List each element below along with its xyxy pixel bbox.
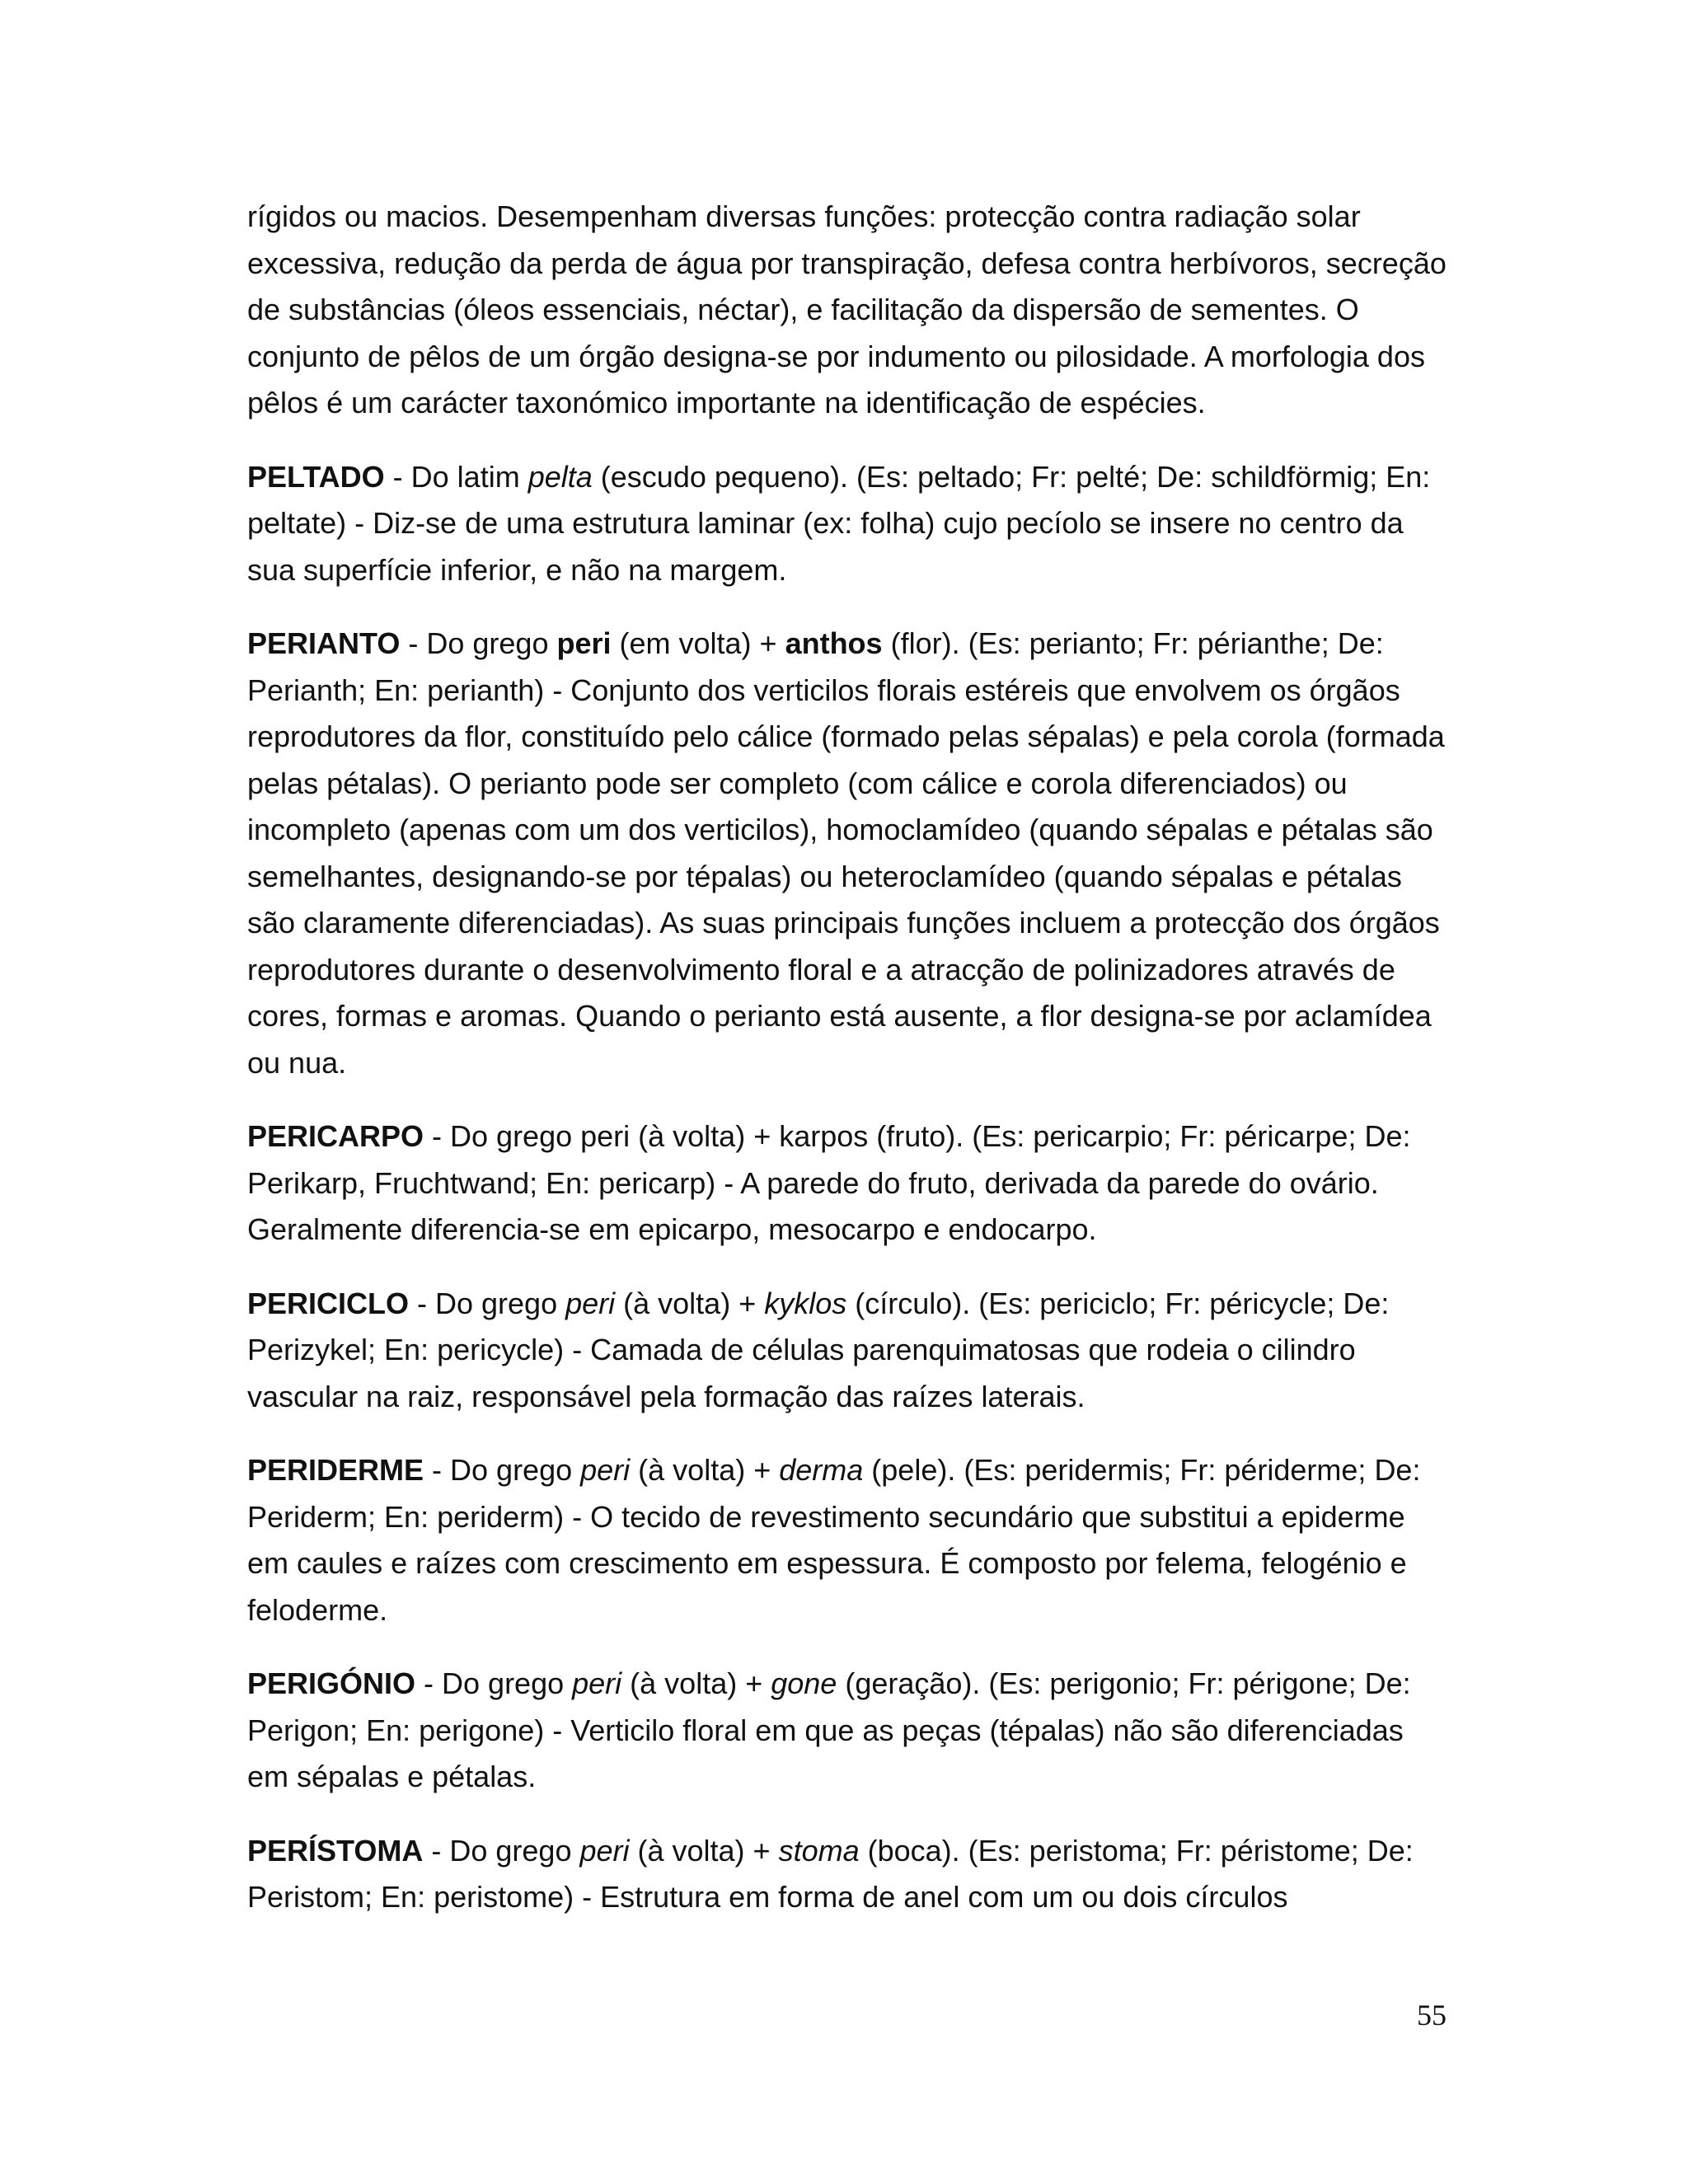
entry-text: - Do grego [400,626,557,660]
etymology-word: anthos [785,626,883,660]
entry-text: (geração). (Es: perigonio; Fr: périgone; De: Perigon; En: perigone) - Verticilo floral em que as peças (tépalas) não são diferenciadas em sépalas e pétalas. [247,1666,1411,1793]
entry-peltado [247,454,1447,594]
entry-term: PERICARPO [247,1119,424,1153]
entry-text: - Do grego [409,1286,566,1320]
etymology-word: kyklos [764,1286,847,1320]
entry-text: (escudo pequeno). (Es: peltado; Fr: pelté; De: schildförmig; En: peltate) - Diz-se de uma estrutura laminar (ex: folha) cujo pecíolo se insere no centro da sua superfície inferior, e não na margem. [247,459,1431,587]
etymology-word: stoma [778,1833,860,1868]
entry-peristoma [247,1828,1447,1921]
entry-term: PERIANTO [247,626,401,660]
entry-text: (círculo). (Es: periciclo; Fr: péricycle; De: Perizykel; En: pericycle) - Camada de células parenquimatosas que rodeia o cilindro vascular na raiz, responsável pela formação das raízes laterais. [247,1286,1390,1413]
etymology-word: pelta [528,459,593,494]
etymology-word: peri [565,1286,616,1320]
entry-pericarpo [247,1113,1447,1254]
entry-text: (flor). (Es: perianto; Fr: périanthe; De: Perianth; En: perianth) - Conjunto dos verticilos florais estéreis que envolvem os órgãos reprodutores da flor, constituído pelo cálice (formado pelas sépalas) e pela corola (formada pelas pétalas). O perianto pode ser completo (com cálice e corola diferenciados) ou incompleto (apenas com um dos verticilos), homoclamídeo (quando sépalas e pétalas são semelhantes, designando-se por tépalas) ou heteroclamídeo (quando sépalas e pétalas são claramente diferenciadas). As suas principais funções incluem a protecção dos órgãos reprodutores durante o desenvolvimento floral e a atracção de polinizadores através de cores, formas e aromas. Quando o perianto está ausente, a flor designa-se por aclamídea ou nua. [247,626,1445,1080]
etymology-word: gone [771,1666,837,1700]
entry-term: PERIGÓNIO [247,1666,416,1700]
entry-text: (à volta) + [629,1833,779,1868]
entry-term: PERÍSTOMA [247,1833,424,1868]
entry-periderme [247,1447,1447,1633]
entry-term: PELTADO [247,459,385,494]
entry-term: PERICICLO [247,1286,410,1320]
etymology-word: peri [572,1666,622,1700]
entry-term: PERIDERME [247,1453,424,1487]
entry-text: (pele). (Es: peridermis; Fr: périderme; De: Periderm; En: periderm) - O tecido de revestimento secundário que substitui a epiderme em caules e raízes com crescimento em espessura. É composto por felema, felogénio e feloderme. [247,1453,1421,1627]
entry-text: - Do grego [424,1453,581,1487]
entry-perigonio [247,1661,1447,1801]
page-body [247,194,1447,1948]
intro-text: rígidos ou macios. Desempenham diversas funções: protecção contra radiação solar excessiva, redução da perda de água por transpiração, defesa contra herbívoros, secreção de substâncias (óleos essenciais, néctar), e facilitação da dispersão de sementes. O conjunto de pêlos de um órgão designa-se por indumento ou pilosidade. A morfologia dos pêlos é um carácter taxonómico importante na identificação de espécies. [247,199,1447,419]
entry-text: (à volta) + [621,1666,771,1700]
entry-text: - Do grego [423,1833,580,1868]
entry-text: - Do grego [415,1666,573,1700]
entry-text: (à volta) + [630,1453,780,1487]
etymology-word: derma [779,1453,864,1487]
entry-text: (boca). (Es: peristoma; Fr: péristome; De: Peristom; En: peristome) - Estrutura em forma de anel com um ou dois círculos [247,1833,1414,1914]
entry-text: (à volta) + [615,1286,765,1320]
entry-perianto [247,621,1447,1086]
entry-text: (em volta) + [611,626,785,660]
intro-paragraph [247,194,1447,427]
etymology-word: peri [579,1833,630,1868]
entry-text: - Do grego peri (à volta) + karpos (fruto). (Es: pericarpio; Fr: péricarpe; De: Perikarp, Fruchtwand; En: pericarp) - A parede do fruto, derivada da parede do ovário. Geralmente diferencia-se em epicarpo, mesocarpo e endocarpo. [247,1119,1411,1246]
entry-text: - Do latim [384,459,528,494]
page-number: 55 [1417,1999,1447,2032]
etymology-word: peri [580,1453,631,1487]
etymology-word: peri [556,626,612,660]
entry-periciclo [247,1281,1447,1421]
